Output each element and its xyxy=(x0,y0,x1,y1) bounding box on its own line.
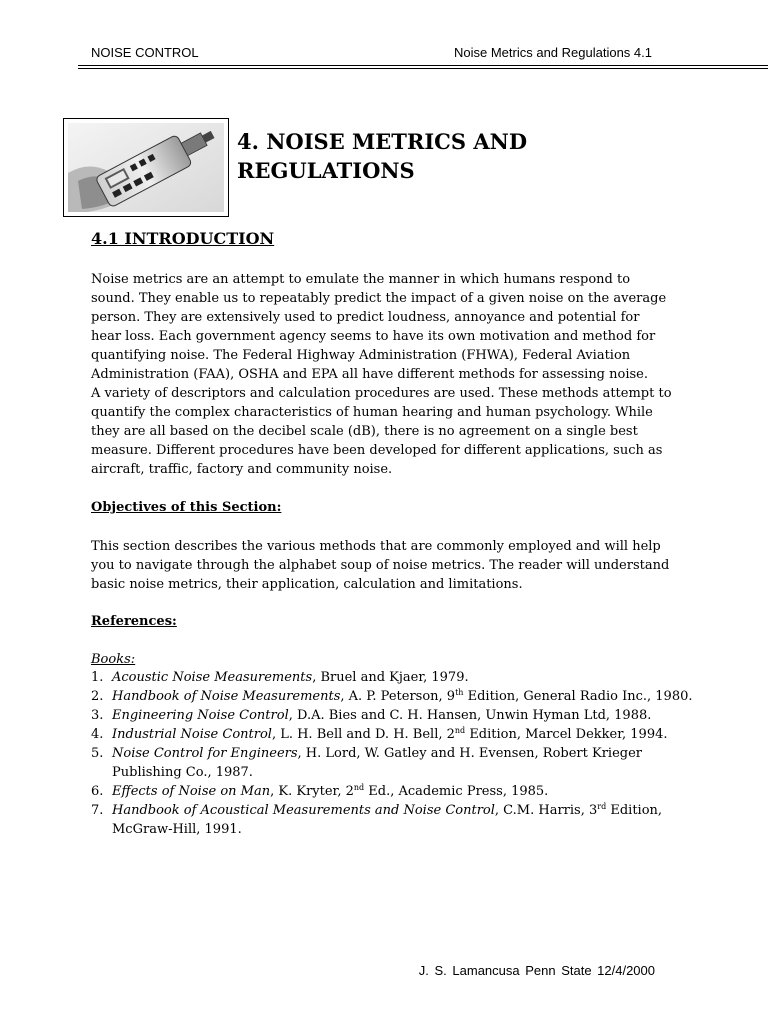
book-reference xyxy=(91,725,701,744)
book-details-rest: Ed., Academic Press, 1985. xyxy=(364,784,549,799)
objectives-paragraph: This section describes the various methods that are commonly employed and will help you to navigate through the alphabet soup of noise metrics. The reader will understand basic noise metrics, their application, calculation and limitations. xyxy=(91,539,670,592)
book-reference xyxy=(91,782,701,801)
reference-number: 3. xyxy=(91,708,104,723)
reference-number: 6. xyxy=(91,784,104,799)
book-reference xyxy=(91,801,701,839)
book-title: Engineering Noise Control xyxy=(112,708,289,723)
section-heading: 4.1 INTRODUCTION xyxy=(91,229,275,248)
book-title: Handbook of Noise Measurements xyxy=(112,689,341,704)
book-details-rest: Edition, Marcel Dekker, 1994. xyxy=(465,727,668,742)
reference-number: 5. xyxy=(91,746,104,761)
reference-number: 4. xyxy=(91,727,104,742)
book-title: Industrial Noise Control xyxy=(112,727,272,742)
header-rule-top xyxy=(78,65,768,66)
running-header-right: Noise Metrics and Regulations 4.1 xyxy=(454,45,652,60)
reference-number: 1. xyxy=(91,670,104,685)
book-details: , L. H. Bell and D. H. Bell, 2 xyxy=(271,727,455,742)
page-footer: J. S. Lamancusa Penn State 12/4/2000 xyxy=(418,963,655,978)
book-details-rest: Edition, General Radio Inc., 1980. xyxy=(463,689,693,704)
book-title: Acoustic Noise Measurements xyxy=(112,670,313,685)
book-reference xyxy=(91,744,701,782)
ordinal-suffix: th xyxy=(455,688,464,697)
sound-level-meter-photo xyxy=(68,123,224,212)
book-details: , A. P. Peterson, 9 xyxy=(340,689,456,704)
running-header-left: NOISE CONTROL xyxy=(91,45,199,60)
reference-number: 2. xyxy=(91,689,104,704)
objectives-heading: Objectives of this Section: xyxy=(91,500,282,515)
book-reference xyxy=(91,706,701,725)
books-label: Books: xyxy=(91,652,136,667)
intro-paragraph: Noise metrics are an attempt to emulate the manner in which humans respond to sound. They enable us to repeatably predict the impact of a given noise on the average person. They are extensively used to predict loudness, annoyance and potential for hear loss. Each government agency seems to have its own motivation and method for quantifying noise. The Federal Highway Administration (FHWA), Federal Aviation Administration (FAA), OSHA and EPA all have different methods for assessing noise. A variety of descriptors and calculation procedures are used. These methods attempt to quantify the complex characteristics of human hearing and human psychology. While they are all based on the decibel scale (dB), there is no agreement on a single best measure. Different procedures have been developed for different applications, such as aircraft, traffic, factory and community noise. xyxy=(91,272,672,477)
ordinal-suffix: rd xyxy=(597,802,607,811)
chapter-title: 4. NOISE METRICS AND REGULATIONS xyxy=(237,129,528,183)
ordinal-suffix: nd xyxy=(353,783,365,792)
book-details-rest: Edition, McGraw-Hill, 1991. xyxy=(112,803,663,837)
book-title: Noise Control for Engineers xyxy=(112,746,298,761)
ordinal-suffix: nd xyxy=(454,726,466,735)
sound-level-meter-photo-frame xyxy=(63,118,229,217)
references-heading: References: xyxy=(91,614,177,629)
book-title: Handbook of Acoustical Measurements and Noise Control xyxy=(112,803,495,818)
book-details: , C.M. Harris, 3 xyxy=(494,803,598,818)
book-reference xyxy=(91,668,701,687)
book-title: Effects of Noise on Man xyxy=(112,784,271,799)
book-details: , K. Kryter, 2 xyxy=(270,784,354,799)
book-details: , H. Lord, W. Gatley and H. Evensen, Robert Krieger Publishing Co., 1987. xyxy=(112,746,642,780)
header-rule-bottom xyxy=(78,68,768,69)
book-details: , D.A. Bies and C. H. Hansen, Unwin Hyman Ltd, 1988. xyxy=(288,708,652,723)
book-details: , Bruel and Kjaer, 1979. xyxy=(312,670,469,685)
reference-number: 7. xyxy=(91,803,104,818)
book-reference xyxy=(91,687,701,706)
book-reference-list xyxy=(91,668,701,839)
